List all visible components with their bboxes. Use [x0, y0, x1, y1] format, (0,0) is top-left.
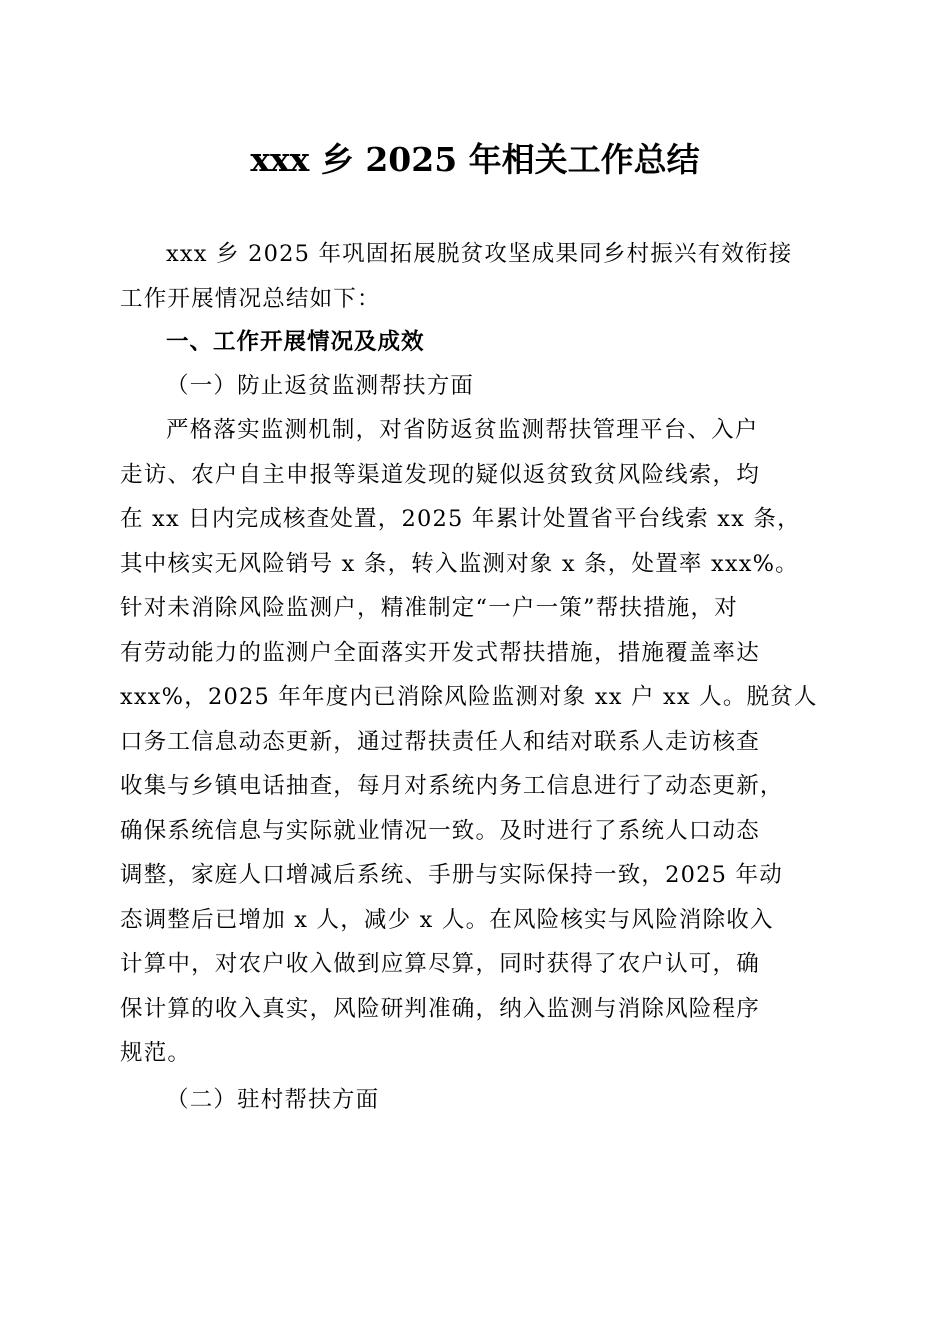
paragraph-line: 收集与乡镇电话抽查，每月对系统内务工信息进行了动态更新，	[120, 773, 784, 799]
paragraph-line: 确保系统信息与实际就业情况一致。及时进行了系统人口动态	[120, 817, 760, 844]
subsection-heading: （一）防止返贫监测帮扶方面	[166, 373, 475, 399]
paragraph-line: xxx 乡 2025 年巩固拓展脱贫攻坚成果同乡村振兴有效衔接	[166, 241, 793, 267]
paragraph-line: 针对未消除风险监测户，精准制定“一户一策”帮扶措施，对	[120, 595, 738, 621]
paragraph-line: 严格落实监测机制，对省防返贫监测帮扶管理平台、入户	[166, 417, 759, 443]
intro-paragraph	[120, 232, 840, 321]
section-heading: 一、工作开展情况及成效	[166, 329, 425, 355]
paragraph-line: 计算中，对农户收入做到应算尽算，同时获得了农户认可，确	[120, 951, 760, 977]
paragraph-line: 口务工信息动态更新，通过帮扶责任人和结对联系人走访核查	[120, 728, 760, 755]
monitoring-paragraph	[120, 408, 840, 1076]
paragraph-line: xxx%，2025 年年度内已消除风险监测对象 xx 户 xx 人。脱贫人	[120, 684, 818, 710]
paragraph-line: 调整，家庭人口增减后系统、手册与实际保持一致，2025 年动	[120, 862, 783, 888]
subsection-heading: （二）驻村帮扶方面	[166, 1087, 380, 1113]
paragraph-line: 在 xx 日内完成核查处置，2025 年累计处置省平台线索 xx 条，	[120, 506, 801, 532]
paragraph-line: 有劳动能力的监测户全面落实开发式帮扶措施，措施覆盖率达	[120, 639, 760, 666]
paragraph-line: 态调整后已增加 x 人，减少 x 人。在风险核实与风险消除收入	[120, 906, 774, 933]
paragraph-line: 其中核实无风险销号 x 条，转入监测对象 x 条，处置率 xxx%。	[120, 550, 799, 577]
paragraph-line: 规范。	[120, 1040, 192, 1066]
paragraph-line: 保计算的收入真实，风险研判准确，纳入监测与消除风险程序	[120, 995, 760, 1022]
paragraph-line: 走访、农户自主申报等渠道发现的疑似返贫致贫风险线索，均	[120, 461, 760, 488]
document-title: xxx 乡 2025 年相关工作总结	[250, 140, 700, 179]
paragraph-line: 工作开展情况总结如下：	[120, 285, 381, 312]
